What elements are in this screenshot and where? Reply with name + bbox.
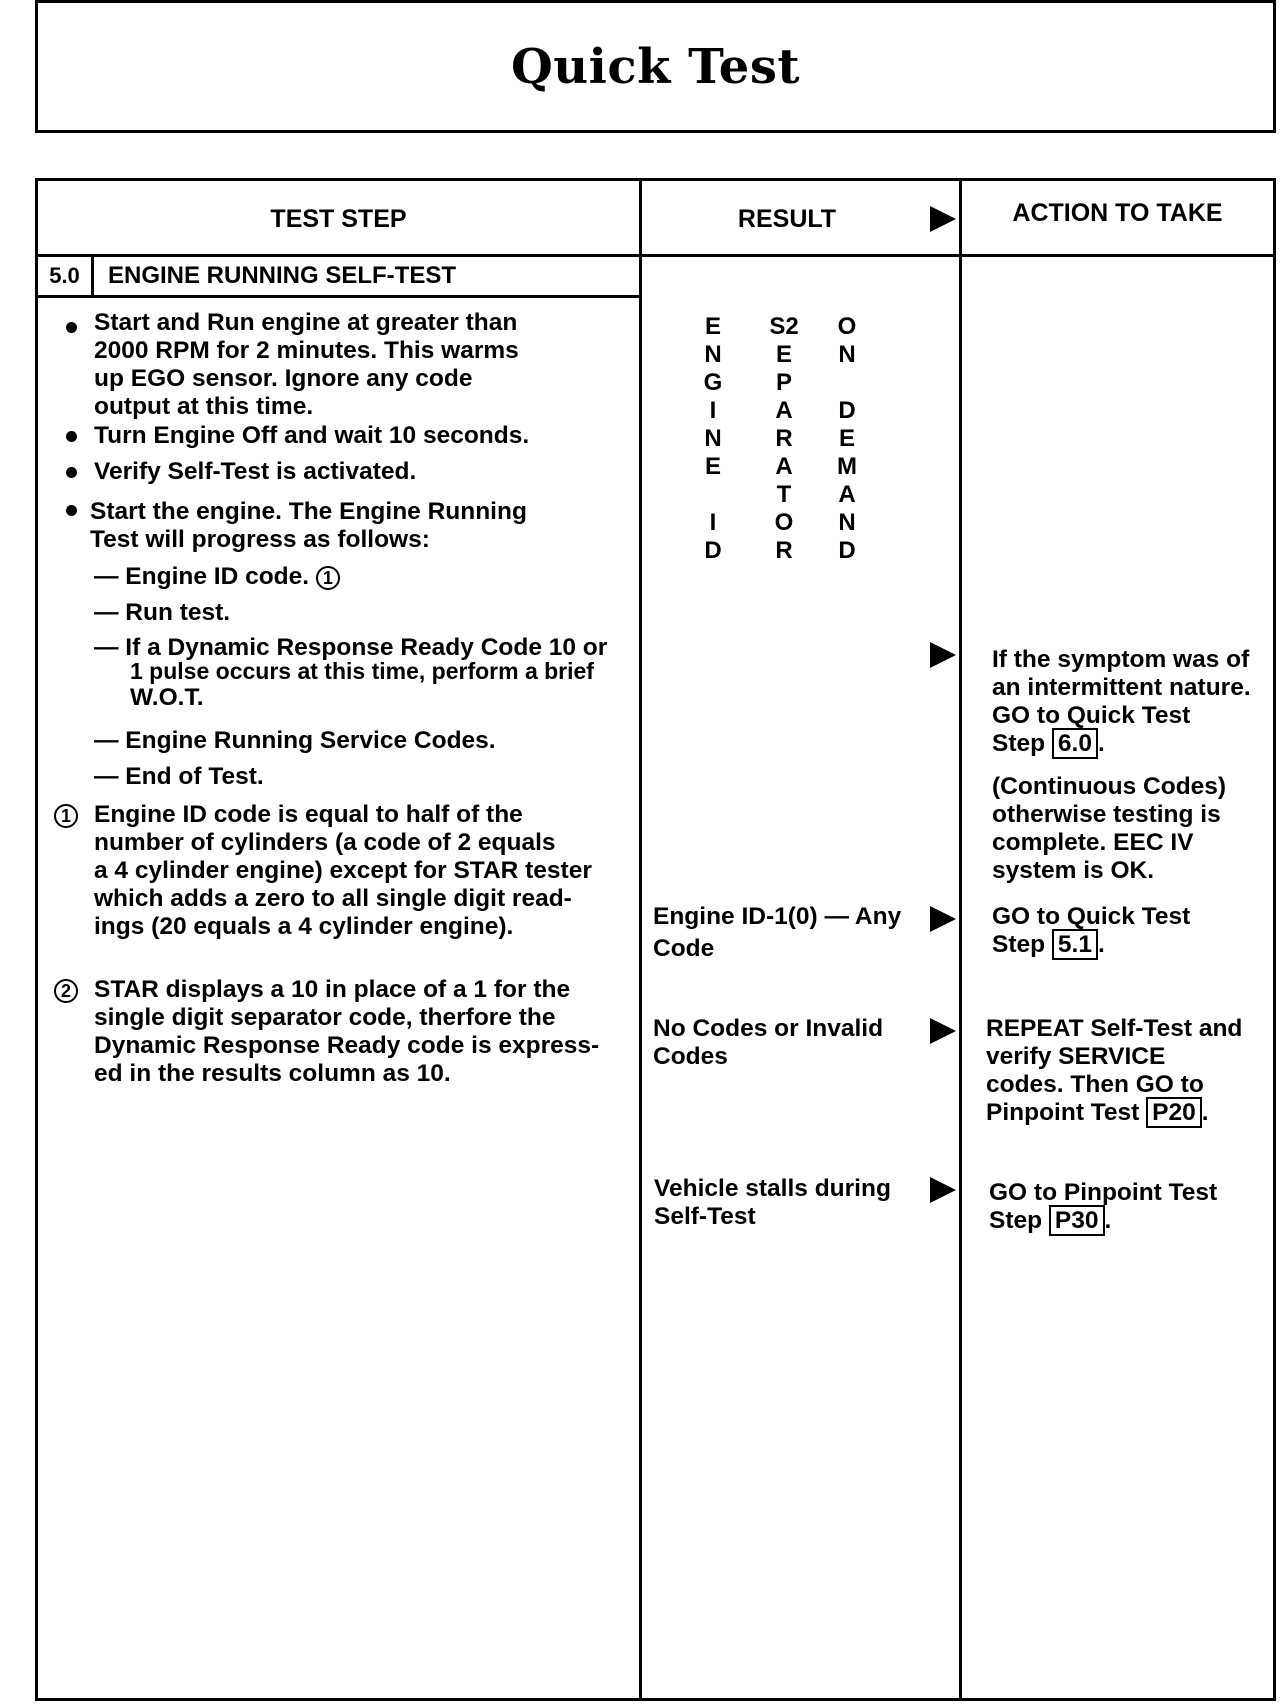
arrow-icon bbox=[930, 642, 956, 668]
action-line: (Continuous Codes) bbox=[992, 773, 1227, 800]
result-line: Engine ID-1(0) — Any bbox=[653, 903, 902, 930]
result-line: Codes bbox=[653, 1043, 728, 1070]
note-marker-1: 1 bbox=[54, 804, 78, 828]
action-line: codes. Then GO to bbox=[986, 1071, 1204, 1098]
sub-step: — Run test. bbox=[94, 599, 231, 626]
vertical-letter: A bbox=[775, 397, 793, 424]
step-ref-box: P30 bbox=[1049, 1205, 1105, 1236]
step-divider bbox=[38, 295, 642, 298]
bullet-icon bbox=[66, 322, 77, 333]
action-line: GO to Pinpoint Test bbox=[989, 1179, 1218, 1206]
vertical-letter: N bbox=[704, 341, 722, 368]
vertical-letter: D bbox=[704, 537, 722, 564]
vertical-letter bbox=[699, 481, 727, 509]
instruction-line: output at this time. bbox=[94, 393, 314, 420]
bullet-icon bbox=[66, 467, 77, 478]
action-line bbox=[992, 730, 1105, 758]
vertical-letter: R bbox=[775, 537, 793, 564]
period: . bbox=[1104, 1207, 1112, 1234]
instruction-line: Test will progress as follows: bbox=[90, 526, 430, 553]
sub-step bbox=[94, 563, 340, 591]
note-line: number of cylinders (a code of 2 equals bbox=[94, 829, 556, 856]
period: . bbox=[1097, 730, 1105, 757]
period: . bbox=[1201, 1099, 1209, 1126]
footnote-ref: 1 bbox=[316, 566, 340, 590]
result-line: Vehicle stalls during bbox=[654, 1175, 891, 1202]
vertical-letter: I bbox=[709, 509, 717, 536]
action-line: GO to Quick Test bbox=[992, 702, 1191, 729]
step-name: ENGINE RUNNING SELF-TEST bbox=[108, 262, 457, 289]
vertical-letter: E bbox=[704, 313, 721, 340]
result-line: Code bbox=[653, 935, 715, 962]
note-line: Dynamic Response Ready code is express- bbox=[94, 1032, 600, 1059]
vertical-letter: O bbox=[837, 313, 857, 340]
step-ref-box: 6.0 bbox=[1052, 728, 1098, 759]
vertical-letter: D bbox=[838, 397, 856, 424]
action-prefix: Step bbox=[992, 730, 1046, 757]
instruction-line: Turn Engine Off and wait 10 seconds. bbox=[94, 422, 530, 449]
note-line: STAR displays a 10 in place of a 1 for the bbox=[94, 976, 571, 1003]
vertical-letter: D bbox=[838, 537, 856, 564]
period: . bbox=[1097, 931, 1105, 958]
bullet-icon bbox=[66, 431, 77, 442]
action-line: GO to Quick Test bbox=[992, 903, 1191, 930]
header-action: ACTION TO TAKE bbox=[1012, 198, 1223, 227]
note-marker bbox=[54, 976, 78, 1004]
step-ref-box: P20 bbox=[1146, 1097, 1202, 1128]
sub-step: — End of Test. bbox=[94, 763, 264, 790]
action-line: REPEAT Self-Test and bbox=[986, 1015, 1243, 1042]
bullet-icon bbox=[66, 505, 77, 516]
action-line bbox=[992, 931, 1105, 959]
note-marker bbox=[54, 801, 78, 829]
action-prefix: Step bbox=[989, 1207, 1043, 1234]
vertical-letter: G bbox=[703, 369, 723, 396]
vertical-letter: T bbox=[776, 481, 792, 508]
instruction-line: Start the engine. The Engine Running bbox=[90, 498, 527, 525]
vertical-letter bbox=[833, 369, 861, 397]
note-line: Engine ID code is equal to half of the bbox=[94, 801, 523, 828]
note-line: a 4 cylinder engine) except for STAR tester bbox=[94, 857, 592, 884]
vertical-letter: P bbox=[775, 369, 792, 396]
vertical-letter: E bbox=[704, 453, 721, 480]
instruction-line: Start and Run engine at greater than bbox=[94, 309, 518, 336]
result-line: No Codes or Invalid bbox=[653, 1015, 884, 1042]
step-ref-box: 5.1 bbox=[1052, 929, 1098, 960]
page-title: Quick Test bbox=[510, 38, 801, 95]
arrow-icon bbox=[930, 1177, 956, 1203]
action-prefix: Step bbox=[992, 931, 1046, 958]
sub-step: W.O.T. bbox=[130, 684, 204, 711]
header-result: RESULT bbox=[737, 204, 837, 233]
vertical-letter: M bbox=[837, 453, 857, 480]
header-test-step: TEST STEP bbox=[270, 204, 407, 233]
vertical-letter: N bbox=[704, 425, 722, 452]
vertical-letter: N bbox=[838, 509, 856, 536]
sub-step: 1 pulse occurs at this time, perform a brief bbox=[130, 658, 594, 684]
action-line bbox=[989, 1207, 1111, 1235]
result-line: Self-Test bbox=[654, 1203, 756, 1230]
note-line: which adds a zero to all single digit read- bbox=[94, 885, 572, 912]
step-number: 5.0 bbox=[38, 257, 94, 295]
vertical-letter: R bbox=[775, 425, 793, 452]
action-line: system is OK. bbox=[992, 857, 1155, 884]
action-line: If the symptom was of bbox=[992, 646, 1250, 673]
engine-id-vertical-label bbox=[699, 313, 727, 565]
column-divider bbox=[959, 181, 962, 1698]
instruction-line: Verify Self-Test is activated. bbox=[94, 458, 417, 485]
column-divider bbox=[639, 181, 642, 1698]
vertical-letter: N bbox=[838, 341, 856, 368]
note-marker-2: 2 bbox=[54, 979, 78, 1003]
page-title-box bbox=[35, 0, 1276, 133]
note-line: ed in the results column as 10. bbox=[94, 1060, 451, 1087]
on-demand-vertical-label bbox=[833, 313, 861, 565]
quick-test-table bbox=[35, 178, 1276, 1701]
action-line: verify SERVICE bbox=[986, 1043, 1166, 1070]
sub-step: — Engine Running Service Codes. bbox=[94, 727, 496, 754]
note-line: ings (20 equals a 4 cylinder engine). bbox=[94, 913, 514, 940]
vertical-letter: E bbox=[775, 341, 792, 368]
separator-vertical-label bbox=[764, 313, 804, 565]
action-line: otherwise testing is bbox=[992, 801, 1221, 828]
action-prefix: Pinpoint Test bbox=[986, 1099, 1140, 1126]
sub-step: — If a Dynamic Response Ready Code 10 or bbox=[94, 634, 608, 661]
vertical-letter: S2 bbox=[769, 313, 799, 340]
instruction-line: 2000 RPM for 2 minutes. This warms bbox=[94, 337, 519, 364]
action-line: complete. EEC IV bbox=[992, 829, 1194, 856]
instruction-line: up EGO sensor. Ignore any code bbox=[94, 365, 473, 392]
vertical-letter: I bbox=[709, 397, 717, 424]
arrow-icon bbox=[930, 206, 956, 232]
arrow-icon bbox=[930, 1018, 956, 1044]
action-line bbox=[986, 1099, 1209, 1127]
note-line: single digit separator code, therfore the bbox=[94, 1004, 556, 1031]
vertical-letter: E bbox=[838, 425, 855, 452]
action-line: an intermittent nature. bbox=[992, 674, 1251, 701]
sub-step-text: — Engine ID code. bbox=[94, 563, 310, 590]
vertical-letter: A bbox=[775, 453, 793, 480]
arrow-icon bbox=[930, 906, 956, 932]
vertical-letter: A bbox=[838, 481, 856, 508]
vertical-letter: O bbox=[774, 509, 794, 536]
